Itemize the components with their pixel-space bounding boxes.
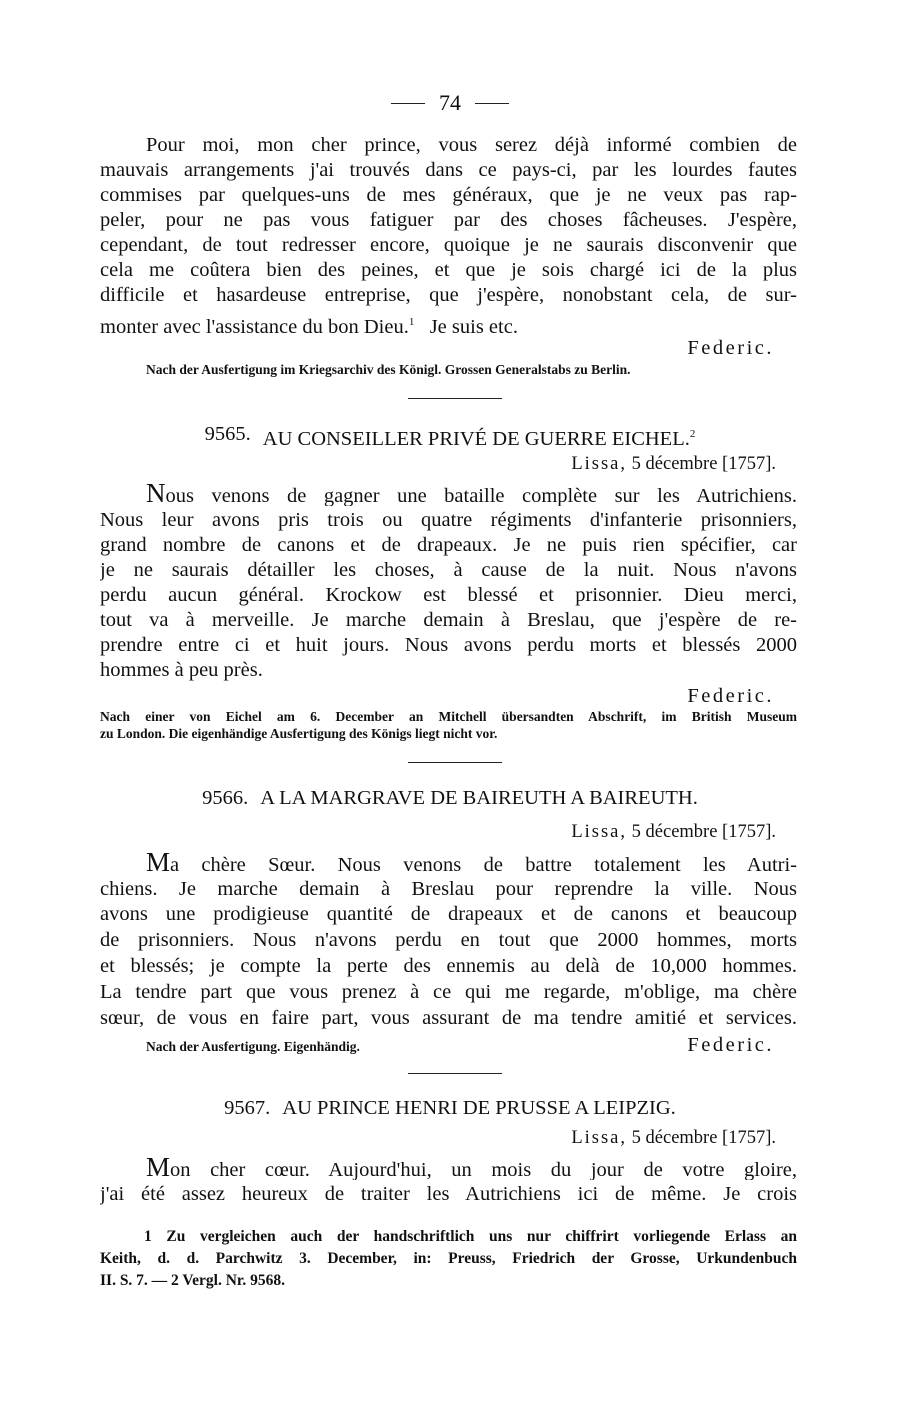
text-line-last	[100, 310, 797, 335]
source-note: Nach einer von Eichel am 6. December an Mitchell übersandten Abschrift, im British Museum	[100, 709, 797, 724]
letter-heading	[0, 1094, 900, 1122]
text-line: cela me coûtera bien des peines, et que je sois chargé ici de la plus	[100, 259, 797, 281]
text-line: de prisonniers. Nous n'avons perdu en tout que 2000 hommes, morts	[100, 929, 797, 951]
source-note: Nach der Ausfertigung. Eigenhändig.	[146, 1039, 360, 1054]
text-line: difficile et hasardeuse entreprise, que j'espère, nonobstant cela, de sur-	[100, 284, 797, 306]
text-line: perdu aucun général. Krockow est blessé et prisonnier. Dieu merci,	[100, 584, 797, 606]
text-line: tout va à merveille. Je marche demain à Breslau, que j'espère de re-	[100, 609, 797, 631]
signature: Federic.	[687, 337, 774, 359]
letter-place-date	[571, 820, 776, 845]
drop-cap: N	[146, 481, 166, 506]
letter-place: Lissa,	[571, 454, 628, 474]
signature: Federic.	[687, 685, 774, 707]
text-line: avons une prodigieuse quantité de drapeaux et de canons et beaucoup	[100, 903, 797, 925]
footnote-line: Keith, d. d. Parchwitz 3. December, in: Preuss, Friedrich der Grosse, Urkundenbuch	[100, 1250, 797, 1267]
footnote-line: 1 Zu vergleichen auch der handschriftlich uns nur chiffrirt vorliegende Erlass an	[144, 1228, 797, 1245]
letter-number: 9567.	[224, 1097, 271, 1119]
letter-title: AU PRINCE HENRI DE PRUSSE A LEIPZIG.	[282, 1097, 676, 1119]
letter-place: Lissa,	[571, 1128, 628, 1148]
section-divider	[408, 398, 502, 399]
signature: Federic.	[687, 1034, 774, 1056]
source-note: Nach der Ausfertigung im Kriegsarchiv des Königl. Grossen Generalstabs zu Berlin.	[146, 362, 631, 377]
header-dash-left	[391, 103, 425, 104]
letter-number: 9565.	[204, 423, 251, 445]
text-segment: ous venons de gagner une bataille complète sur les Autrichiens.	[165, 485, 797, 506]
text-line: sœur, de vous en faire part, vous assurant de ma tendre amitié et services.	[100, 1007, 797, 1029]
letter-title-text: AU CONSEILLER PRIVÉ DE GUERRE EICHEL.	[262, 427, 690, 450]
drop-cap: M	[146, 1155, 171, 1180]
text-segment: a chère Sœur. Nous venons de battre totalement les Autri-	[170, 854, 797, 875]
page-header	[0, 86, 900, 120]
text-line: grand nombre de canons et de drapeaux. Je ne puis rien spécifier, car	[100, 534, 797, 556]
text-line: commises par quelques-uns de mes généraux, que je ne veux pas rap-	[100, 184, 797, 206]
letter-number: 9566.	[202, 787, 249, 809]
letter-date: 5 décembre [1757].	[631, 822, 776, 842]
text-line: La tendre part que vous prenez à ce qui me regarde, m'oblige, ma chère	[100, 981, 797, 1003]
text-line: hommes à peu près.	[100, 659, 263, 681]
page-number: 74	[439, 90, 461, 115]
letter-heading	[0, 784, 900, 812]
text-line: je ne saurais détailler les choses, à cause de la nuit. Nous n'avons	[100, 559, 797, 581]
text-line: j'ai été assez heureux de traiter les Autrichiens ici de même. Je crois	[100, 1183, 797, 1205]
section-divider	[408, 762, 502, 763]
letter-title	[263, 420, 696, 453]
text-line: chiens. Je marche demain à Breslau pour reprendre la ville. Nous	[100, 878, 797, 900]
letter-date: 5 décembre [1757].	[631, 1128, 776, 1148]
text-segment: on cher cœur. Aujourd'hui, un mois du jour de votre gloire,	[170, 1159, 797, 1180]
text-line: cependant, de tout redresser encore, quoique je ne saurais disconvenir que	[100, 234, 797, 256]
footnote-marker: 1	[408, 316, 415, 328]
text-line: Nous leur avons pris trois ou quatre régiments d'infanterie prisonniers,	[100, 509, 797, 531]
letter-title: A LA MARGRAVE DE BAIREUTH A BAIREUTH.	[260, 787, 698, 809]
text-line: mauvais arrangements j'ai trouvés dans ce pays-ci, par les lourdes fautes	[100, 159, 797, 181]
text-line	[100, 850, 797, 875]
text-line: et blessés; je compte la perte des ennemis au delà de 10,000 hommes.	[100, 955, 797, 977]
text-line: Pour moi, mon cher prince, vous serez déjà informé combien de	[146, 134, 797, 156]
letter-place: Lissa,	[571, 822, 628, 842]
text-segment: Je suis etc.	[429, 315, 518, 335]
text-segment: monter avec l'assistance du bon Dieu.	[100, 315, 409, 335]
footnote-marker: 2	[689, 428, 696, 440]
letter-date: 5 décembre [1757].	[631, 454, 776, 474]
text-line	[100, 481, 797, 506]
text-line	[100, 1155, 797, 1180]
drop-cap: M	[146, 850, 171, 875]
text-line: prendre entre ci et huit jours. Nous avons perdu morts et blessés 2000	[100, 634, 797, 656]
letter-place-date	[571, 1126, 776, 1151]
letter-heading	[0, 420, 900, 453]
section-divider	[408, 1073, 502, 1074]
source-note: zu London. Die eigenhändige Ausfertigung des Königs liegt nicht vor.	[100, 726, 498, 741]
footnote-line: II. S. 7. — 2 Vergl. Nr. 9568.	[100, 1272, 286, 1289]
letter-place-date	[571, 452, 776, 477]
header-dash-right	[475, 103, 509, 104]
text-line: peler, pour ne pas vous fatiguer par des choses fâcheuses. J'espère,	[100, 209, 797, 231]
